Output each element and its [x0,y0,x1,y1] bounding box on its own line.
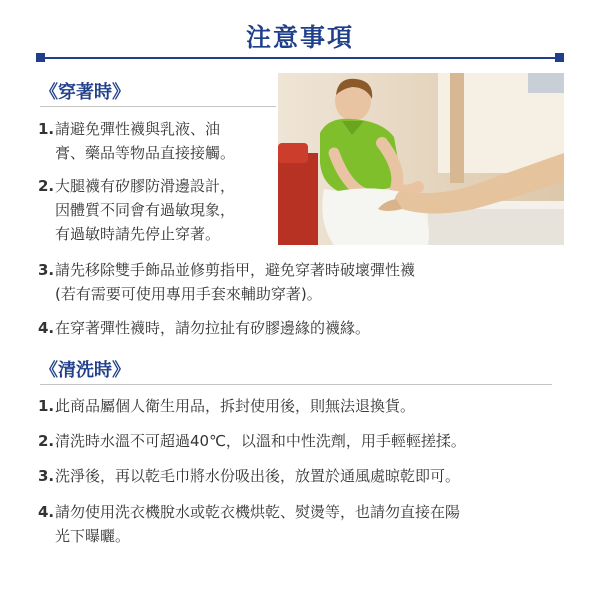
washing-item-2 [38,429,466,453]
wearing-item-4 [38,316,370,340]
item-text-line: 洗淨後，再以乾毛巾將水份吸出後，放置於通風處晾乾即可。 [55,467,461,485]
item-text-line: 請勿使用洗衣機脫水或乾衣機烘乾、熨燙等，也請勿直接在陽 [55,503,461,521]
item-number: 1. [38,120,55,138]
wearing-item-3 [38,258,415,306]
item-text-line: (若有需要可使用專用手套來輔助穿著)。 [55,285,322,303]
item-text-line: 請先移除雙手飾品並修剪指甲，避免穿著時破壞彈性襪 [55,261,416,279]
divider-right-square [555,53,564,62]
item-text-line: 有過敏時請先停止穿著。 [55,225,221,243]
page-title: 注意事項 [245,23,354,52]
divider-left-square [36,53,45,62]
item-text-line: 光下曝曬。 [55,527,131,545]
item-number: 4. [38,319,55,337]
washing-item-1 [38,394,415,418]
section-heading-wearing: 《穿著時》 [40,82,130,103]
wearing-item-1 [38,117,235,165]
item-number: 3. [38,467,55,485]
item-text-line: 清洗時水溫不可超過40℃，以溫和中性洗劑，用手輕輕搓揉。 [55,432,466,450]
section-heading-washing: 《清洗時》 [40,360,130,381]
item-text-line: 因體質不同會有過敏現象， [55,201,236,219]
item-number: 4. [38,503,55,521]
item-number: 1. [38,397,55,415]
item-text-line: 請避免彈性襪與乳液、油 [55,120,221,138]
item-text-line: 膏、藥品等物品直接接觸。 [55,144,236,162]
wearing-item-2 [38,174,235,246]
washing-item-4 [38,500,460,548]
photo-caregiver-fitting-stocking [278,73,564,245]
item-text-line: 大腿襪有矽膠防滑邊設計， [55,177,236,195]
item-number: 2. [38,432,55,450]
section-divider-wearing [40,106,276,107]
washing-item-3 [38,464,460,488]
item-text-line: 此商品屬個人衛生用品，拆封使用後，則無法退換貨。 [55,397,416,415]
section-divider-washing [40,384,552,385]
item-number: 2. [38,177,55,195]
item-text-line: 在穿著彈性襪時，請勿拉扯有矽膠邊緣的襪緣。 [55,319,371,337]
item-number: 3. [38,261,55,279]
title-divider [38,57,562,59]
